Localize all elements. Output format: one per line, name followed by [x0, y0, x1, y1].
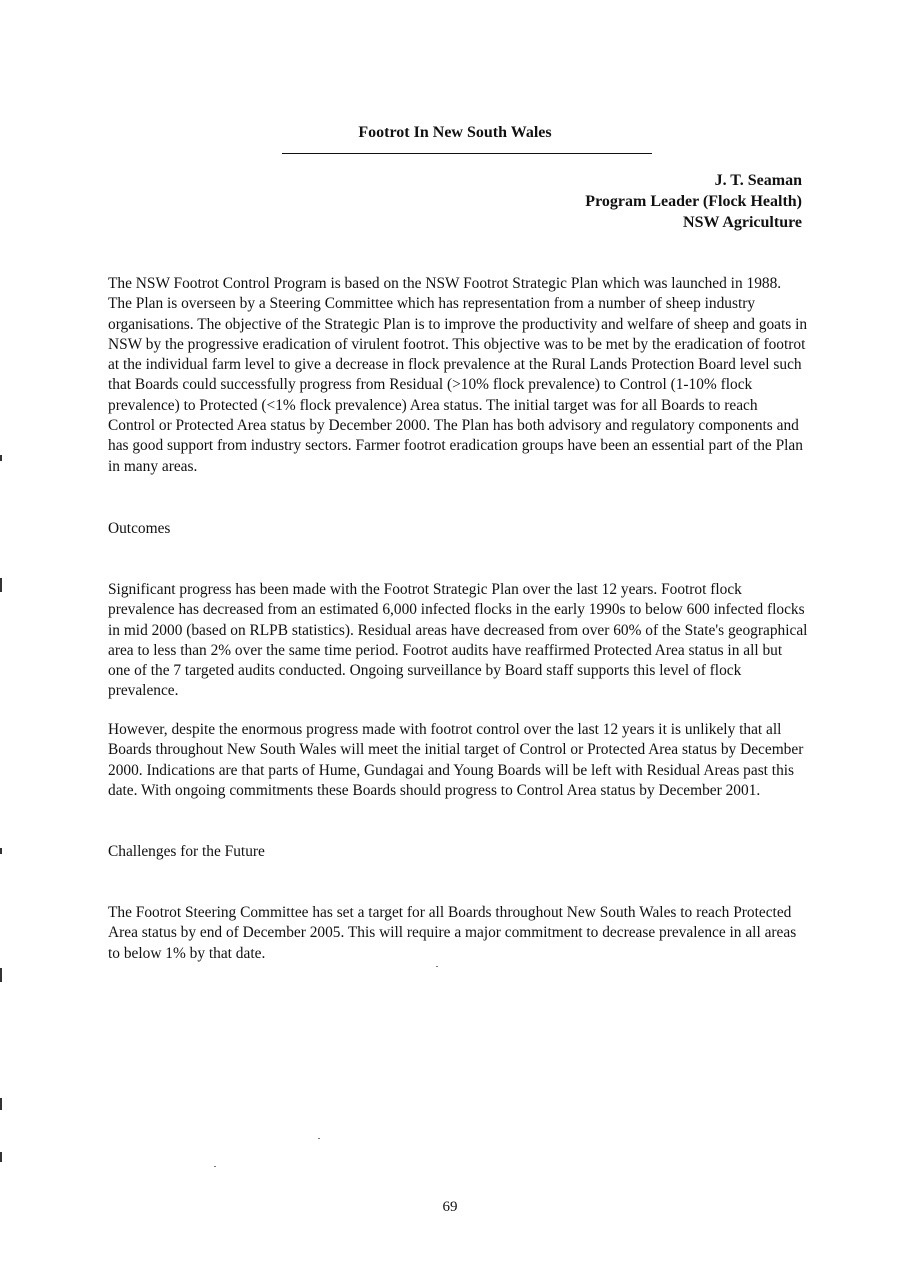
scan-edge-mark [0, 578, 2, 592]
scan-edge-mark [0, 968, 2, 982]
scan-edge-mark [0, 1098, 2, 1110]
document-title: Footrot In New South Wales [358, 124, 552, 141]
challenges-heading: Challenges for the Future [108, 843, 265, 860]
scan-edge-mark [0, 848, 2, 854]
author-name: J. T. Seaman [714, 172, 802, 189]
outcomes-heading: Outcomes [108, 520, 171, 537]
scan-edge-mark [0, 455, 2, 461]
scan-speck [318, 1138, 320, 1139]
scan-speck [436, 966, 438, 967]
author-organisation: NSW Agriculture [683, 214, 802, 231]
intro-paragraph: The NSW Footrot Control Program is based on the NSW Footrot Strategic Plan which was launched in 1988. The Plan is overseen by a Steering Committee which has representation from a number of sheep industry organisations. The objective of the Strategic Plan is to improve the productivity and welfare of sheep and goats in NSW by the progressive eradication of virulent footrot. This objective was to be met by the eradication of footrot at the individual farm level to give a decrease in flock prevalence at the Rural Lands Protection Board level such that Boards could successfully progress from Residual (>10% flock prevalence) to Control (1-10% flock prevalence) to Protected (<1% flock prevalence) Area status. The initial target was for all Boards to reach Control or Protected Area status by December 2000. The Plan has both advisory and regulatory components and has good support from industry sectors. Farmer footrot eradication groups have been an essential part of the Plan in many areas. [108, 275, 808, 475]
title-underline [282, 153, 652, 154]
author-block [585, 170, 802, 233]
page-number: 69 [442, 1199, 458, 1215]
scan-edge-mark [0, 1152, 2, 1162]
outcomes-paragraph-1: Significant progress has been made with the Footrot Strategic Plan over the last 12 years. Footrot flock prevalence has decreased from an estimated 6,000 infected flocks in the early 1990s to below 600 infected flocks in mid 2000 (based on RLPB statistics). Residual areas have decreased from over 60% of the State's geographical area to less than 2% over the same time period. Footrot audits have reaffirmed Protected Area status in all but one of the 7 targeted audits conducted. Ongoing surveillance by Board staff supports this level of flock prevalence. [108, 581, 808, 700]
outcomes-paragraph-2: However, despite the enormous progress made with footrot control over the last 12 years it is unlikely that all Boards throughout New South Wales will meet the initial target of Control or Protected Area status by December 2000. Indications are that parts of Hume, Gundagai and Young Boards will be left with Residual Areas past this date. With ongoing commitments these Boards should progress to Control Area status by December 2001. [108, 721, 804, 799]
scan-speck [214, 1166, 216, 1167]
author-role: Program Leader (Flock Health) [585, 193, 802, 210]
challenges-paragraph: The Footrot Steering Committee has set a target for all Boards throughout New South Wales to reach Protected Area status by end of December 2005. This will require a major commitment to decrease prevalence in all areas to below 1% by that date. [108, 904, 797, 962]
